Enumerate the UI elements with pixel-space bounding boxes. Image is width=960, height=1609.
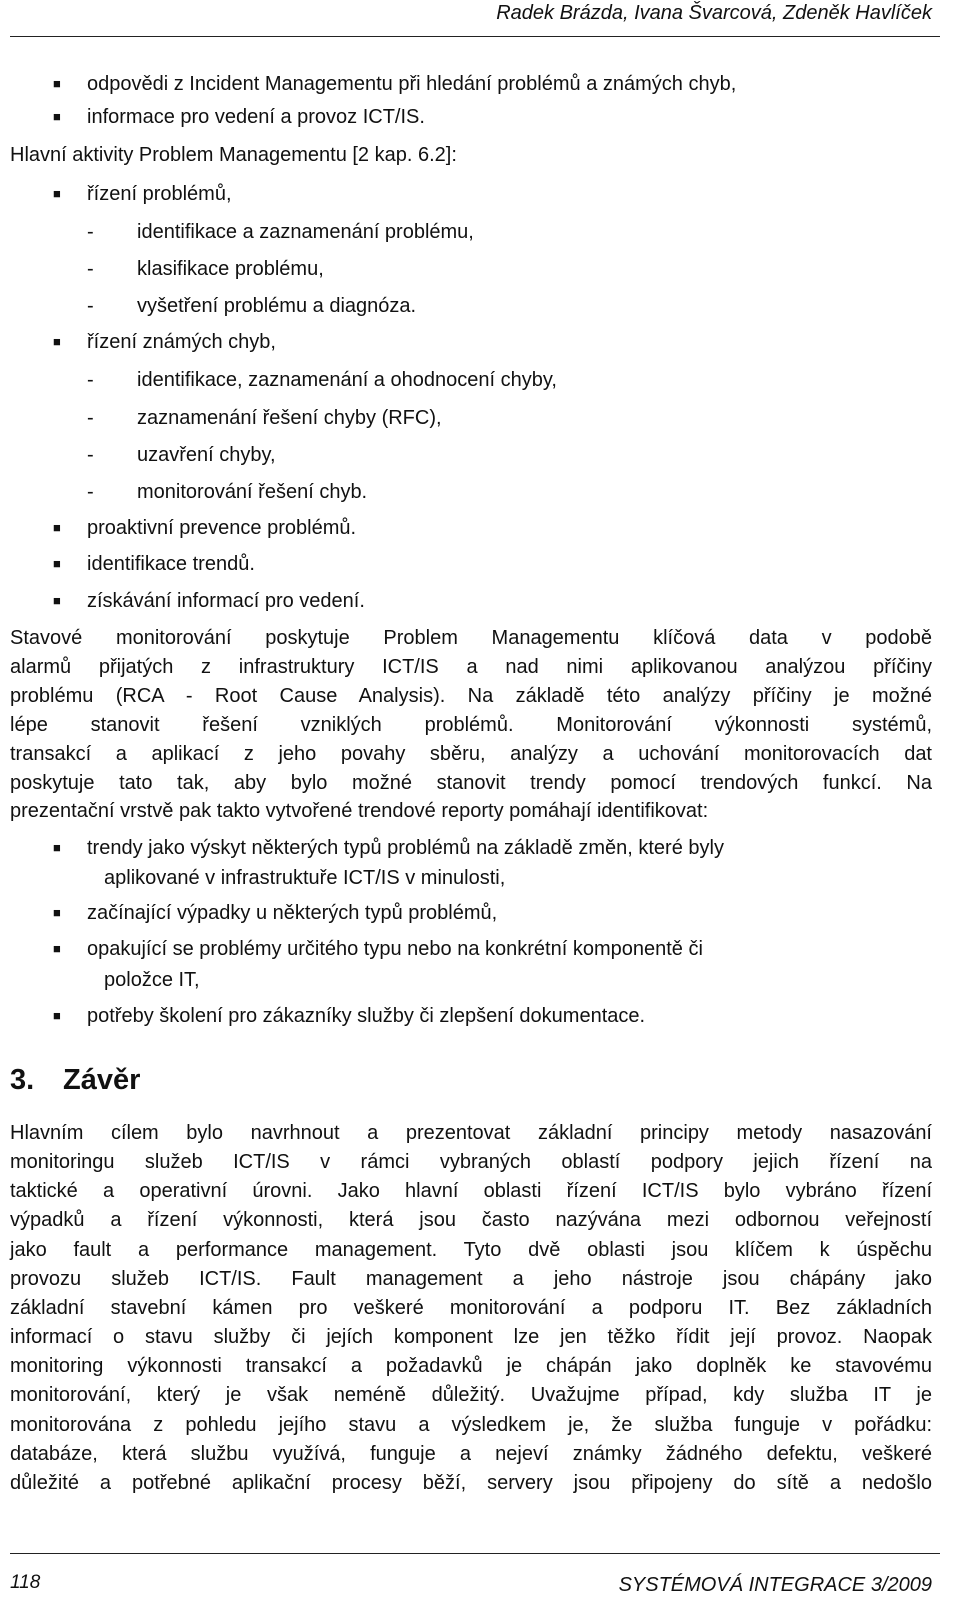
activity-item: proaktivní prevence problémů. [87, 517, 357, 539]
section-number: 3. [10, 1064, 35, 1096]
square-bullet-icon: ■ [53, 941, 61, 956]
square-bullet-icon: ■ [53, 520, 61, 535]
square-bullet-icon: ■ [53, 1008, 61, 1023]
running-header: Radek Brázda, Ivana Švarcová, Zdeněk Havlíček [496, 2, 932, 24]
dash-bullet-icon: - [87, 369, 94, 391]
list-item: odpovědi z Incident Managementu při hledání problémů a známých chyb, [87, 73, 737, 95]
conclusion-line: monitorována z pohledu jejího stavu a výsledkem je, že služba funguje v pořádku: [10, 1414, 932, 1436]
header-rule [10, 36, 940, 37]
dash-bullet-icon: - [87, 481, 94, 503]
dash-bullet-icon: - [87, 407, 94, 429]
trend-item-line: opakující se problémy určitého typu nebo na konkrétní komponentě či [87, 938, 703, 960]
list-item: informace pro vedení a provoz ICT/IS. [87, 106, 425, 128]
square-bullet-icon: ■ [53, 186, 61, 201]
trend-item-line: začínající výpadky u některých typů problémů, [87, 902, 498, 924]
paragraph-line: transakcí a aplikací z jeho povahy sběru, analýzy a uchování monitorovacích dat [10, 743, 932, 765]
square-bullet-icon: ■ [53, 840, 61, 855]
conclusion-line: monitoring výkonnosti transakcí a požadavků je chápán jako doplněk ke stavovému [10, 1355, 932, 1377]
page-number: 118 [10, 1572, 41, 1593]
conclusion-line: informací o stavu služby či jejích komponent lze jen těžko řídit její provoz. Naopak [10, 1326, 932, 1348]
square-bullet-icon: ■ [53, 334, 61, 349]
paragraph-line: prezentační vrstvě pak takto vytvořené trendové reporty pomáhají identifikovat: [10, 800, 709, 822]
activity-subitem: uzavření chyby, [137, 444, 276, 466]
activity-subitem: monitorování řešení chyb. [137, 481, 368, 503]
paragraph-line: poskytuje tato tak, aby bylo možné stanovit trendy pomocí trendových funkcí. Na [10, 772, 932, 794]
conclusion-line: výpadků a řízení výkonnosti, která jsou často nazývána mezi odbornou veřejností [10, 1209, 932, 1231]
trend-item-line: položce IT, [104, 969, 200, 991]
journal-name: SYSTÉMOVÁ INTEGRACE 3/2009 [618, 1574, 932, 1596]
conclusion-line: monitoringu služeb ICT/IS v rámci vybraných oblastí podpory jejich řízení na [10, 1151, 932, 1173]
dash-bullet-icon: - [87, 295, 94, 317]
conclusion-line: provozu služeb ICT/IS. Fault management a jeho nástroje jsou chápány jako [10, 1268, 932, 1290]
square-bullet-icon: ■ [53, 109, 61, 124]
square-bullet-icon: ■ [53, 593, 61, 608]
conclusion-line: důležité a potřebné aplikační procesy běží, servery jsou připojeny do sítě a nedošlo [10, 1472, 932, 1494]
activity-subitem: vyšetření problému a diagnóza. [137, 295, 417, 317]
activity-item: řízení známých chyb, [87, 331, 276, 353]
conclusion-line: databáze, která službu využívá, funguje a nejeví známky žádného defektu, veškeré [10, 1443, 932, 1465]
square-bullet-icon: ■ [53, 76, 61, 91]
activity-subitem: zaznamenání řešení chyby (RFC), [137, 407, 442, 429]
trend-item-line: potřeby školení pro zákazníky služby či zlepšení dokumentace. [87, 1005, 646, 1027]
dash-bullet-icon: - [87, 221, 94, 243]
section-title: Závěr [63, 1064, 141, 1096]
trend-item-line: aplikované v infrastruktuře ICT/IS v minulosti, [104, 867, 506, 889]
footer-rule [10, 1553, 940, 1554]
square-bullet-icon: ■ [53, 556, 61, 571]
activities-intro: Hlavní aktivity Problem Managementu [2 kap. 6.2]: [10, 144, 457, 166]
paragraph-line: Stavové monitorování poskytuje Problem Managementu klíčová data v podobě [10, 627, 932, 649]
activity-item: řízení problémů, [87, 183, 232, 205]
conclusion-line: taktické a operativní úrovni. Jako hlavní oblasti řízení ICT/IS bylo vybráno řízení [10, 1180, 932, 1202]
paragraph-line: alarmů přijatých z infrastruktury ICT/IS a nad nimi aplikovanou analýzou příčiny [10, 656, 932, 678]
activity-item: získávání informací pro vedení. [87, 590, 365, 612]
activity-subitem: klasifikace problému, [137, 258, 324, 280]
paragraph-line: lépe stanovit řešení vzniklých problémů. Monitorování výkonnosti systémů, [10, 714, 932, 736]
dash-bullet-icon: - [87, 444, 94, 466]
trend-item-line: trendy jako výskyt některých typů problémů na základě změn, které byly [87, 837, 724, 859]
paragraph-line: problému (RCA - Root Cause Analysis). Na základě této analýzy příčiny je možné [10, 685, 932, 707]
conclusion-line: monitorování, který je však neméně důležitý. Uvažujme případ, kdy služba IT je [10, 1384, 932, 1406]
activity-subitem: identifikace a zaznamenání problému, [137, 221, 474, 243]
conclusion-line: základní stavební kámen pro veškeré monitorování a podporu IT. Bez základních [10, 1297, 932, 1319]
activity-item: identifikace trendů. [87, 553, 255, 575]
square-bullet-icon: ■ [53, 905, 61, 920]
conclusion-line: Hlavním cílem bylo navrhnout a prezentovat základní principy metody nasazování [10, 1122, 932, 1144]
conclusion-line: jako fault a performance management. Tyto dvě oblasti jsou klíčem k úspěchu [10, 1239, 932, 1261]
activity-subitem: identifikace, zaznamenání a ohodnocení chyby, [137, 369, 557, 391]
dash-bullet-icon: - [87, 258, 94, 280]
